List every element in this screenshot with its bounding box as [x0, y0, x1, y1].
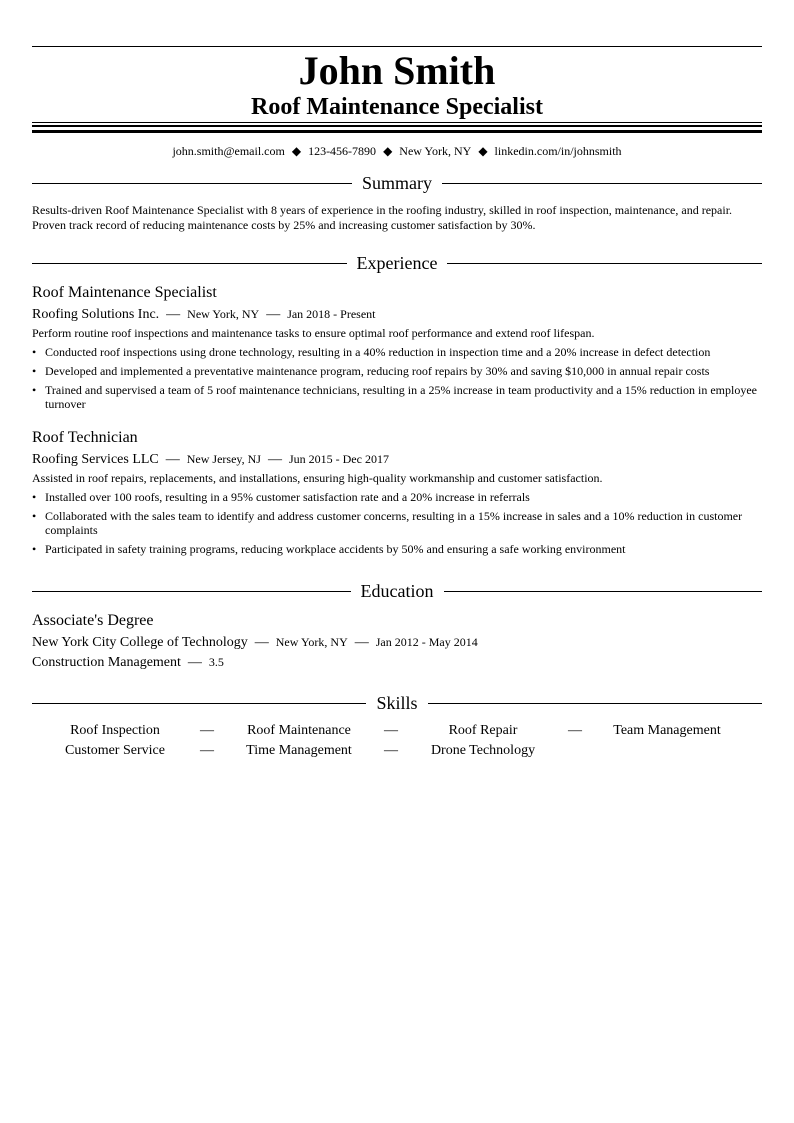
header-divider-medium — [32, 125, 762, 127]
section-title: Education — [360, 581, 434, 601]
candidate-name: John Smith — [298, 48, 496, 93]
contact-phone[interactable]: 123-456-7890 — [308, 144, 377, 158]
skill-item: Time Management — [246, 743, 352, 758]
divider — [428, 703, 762, 704]
bullet-text: Conducted roof inspections using drone technology, resulting in a 40% reduction in inspection time and a 20% increase in defect detection — [45, 345, 711, 359]
skill-item: Roof Inspection — [70, 723, 160, 738]
section-title: Summary — [362, 173, 432, 193]
education-heading — [32, 580, 762, 602]
list-item — [32, 383, 762, 411]
education-dates: Jan 2012 - May 2014 — [375, 635, 478, 649]
skills-heading — [32, 692, 762, 714]
section-title: Skills — [376, 693, 418, 713]
experience-heading — [32, 252, 762, 274]
dash-separator: — — [267, 452, 282, 467]
bullet-text: Developed and implemented a preventative maintenance program, reducing roof repairs by 30% and saving $10,000 in annual repair costs — [45, 364, 710, 378]
summary-text: Results-driven Roof Maintenance Specialist with 8 years of experience in the roofing industry, skilled in roof inspection, maintenance, and repair. Proven track record of reducing maintenance costs by 25% and increasing customer satisfaction by 30%. — [32, 203, 733, 232]
bullet-icon: • — [32, 490, 37, 504]
diamond-icon: ◆ — [478, 144, 488, 158]
job-dates: Jun 2015 - Dec 2017 — [288, 452, 389, 466]
skills-row — [32, 741, 762, 761]
skill-item: Customer Service — [65, 743, 165, 758]
dash-separator: — — [166, 307, 181, 322]
list-item — [32, 490, 762, 504]
education-field: Construction Management — [32, 655, 181, 670]
list-item — [32, 345, 762, 359]
contact-line — [32, 143, 762, 159]
dash-separator: — — [254, 635, 269, 650]
header-divider-thin — [32, 122, 762, 123]
job-meta — [32, 305, 762, 324]
education-gpa: 3.5 — [208, 655, 224, 669]
job-bullets — [32, 490, 762, 561]
job-dates: Jan 2018 - Present — [287, 307, 376, 321]
list-item — [32, 364, 762, 378]
divider — [442, 183, 762, 184]
skill-item: Team Management — [613, 723, 721, 738]
bullet-text: Installed over 100 roofs, resulting in a 95% customer satisfaction rate and a 20% increase in referrals — [45, 490, 530, 504]
job-company: Roofing Solutions Inc. — [32, 307, 160, 322]
summary-heading — [32, 172, 762, 194]
diamond-icon: ◆ — [291, 144, 302, 158]
skills-grid — [32, 721, 762, 761]
bullet-icon: • — [32, 509, 37, 523]
contact-location: New York, NY — [399, 144, 472, 158]
dash-separator: — — [187, 655, 202, 670]
job-title: Roof Technician — [32, 429, 138, 446]
job-location: New York, NY — [187, 307, 260, 321]
divider — [32, 591, 351, 592]
bullet-icon: • — [32, 345, 37, 359]
candidate-title: Roof Maintenance Specialist — [251, 94, 543, 120]
education-meta — [32, 633, 762, 652]
bullet-text: Collaborated with the sales team to identify and address customer concerns, resulting in a 15% increase in sales and a 10% reduction in customer complaints — [45, 509, 743, 537]
dash-separator: — — [354, 635, 369, 650]
education-location: New York, NY — [275, 635, 348, 649]
job-description: Assisted in roof repairs, replacements, and installations, ensuring high-quality workmanship and customer satisfaction. — [32, 471, 603, 485]
divider — [32, 263, 347, 264]
dash-separator: — — [200, 723, 214, 738]
divider — [32, 183, 352, 184]
contact-email[interactable]: john.smith@email.com — [172, 144, 285, 158]
diamond-icon: ◆ — [383, 144, 393, 158]
header-divider-thick — [32, 130, 762, 133]
skill-item: Roof Repair — [448, 723, 518, 738]
education-school: New York City College of Technology — [32, 635, 248, 650]
list-item — [32, 509, 762, 537]
dash-separator: — — [384, 743, 398, 758]
education-field-line — [32, 653, 762, 672]
dash-separator: — — [266, 307, 281, 322]
skill-item: Drone Technology — [430, 743, 536, 758]
bullet-icon: • — [32, 383, 37, 397]
bullet-text: Trained and supervised a team of 5 roof maintenance technicians, resulting in a 25% increase in team productivity and a 15% reduction in employee turnover — [45, 383, 757, 411]
dash-separator: — — [384, 723, 398, 738]
bullet-text: Participated in safety training programs, reducing workplace accidents by 50% and ensuring a safe working environment — [45, 542, 626, 556]
job-location: New Jersey, NJ — [186, 452, 261, 466]
contact-linkedin[interactable]: linkedin.com/in/johnsmith — [494, 144, 622, 158]
bullet-icon: • — [32, 542, 37, 556]
job-title: Roof Maintenance Specialist — [32, 284, 217, 301]
job-bullets — [32, 345, 762, 416]
dash-separator: — — [200, 743, 214, 758]
divider — [32, 703, 366, 704]
job-description: Perform routine roof inspections and maintenance tasks to ensure optimal roof performance and extend roof lifespan. — [32, 326, 595, 340]
dash-separator: — — [165, 452, 180, 467]
section-title: Experience — [356, 253, 438, 273]
skill-item: Roof Maintenance — [247, 723, 351, 738]
education-degree: Associate's Degree — [32, 612, 154, 629]
skills-row — [32, 721, 762, 741]
list-item — [32, 542, 762, 556]
job-meta — [32, 450, 762, 469]
dash-separator: — — [568, 723, 582, 738]
bullet-icon: • — [32, 364, 37, 378]
divider — [447, 263, 762, 264]
job-company: Roofing Services LLC — [32, 452, 159, 467]
divider — [444, 591, 763, 592]
